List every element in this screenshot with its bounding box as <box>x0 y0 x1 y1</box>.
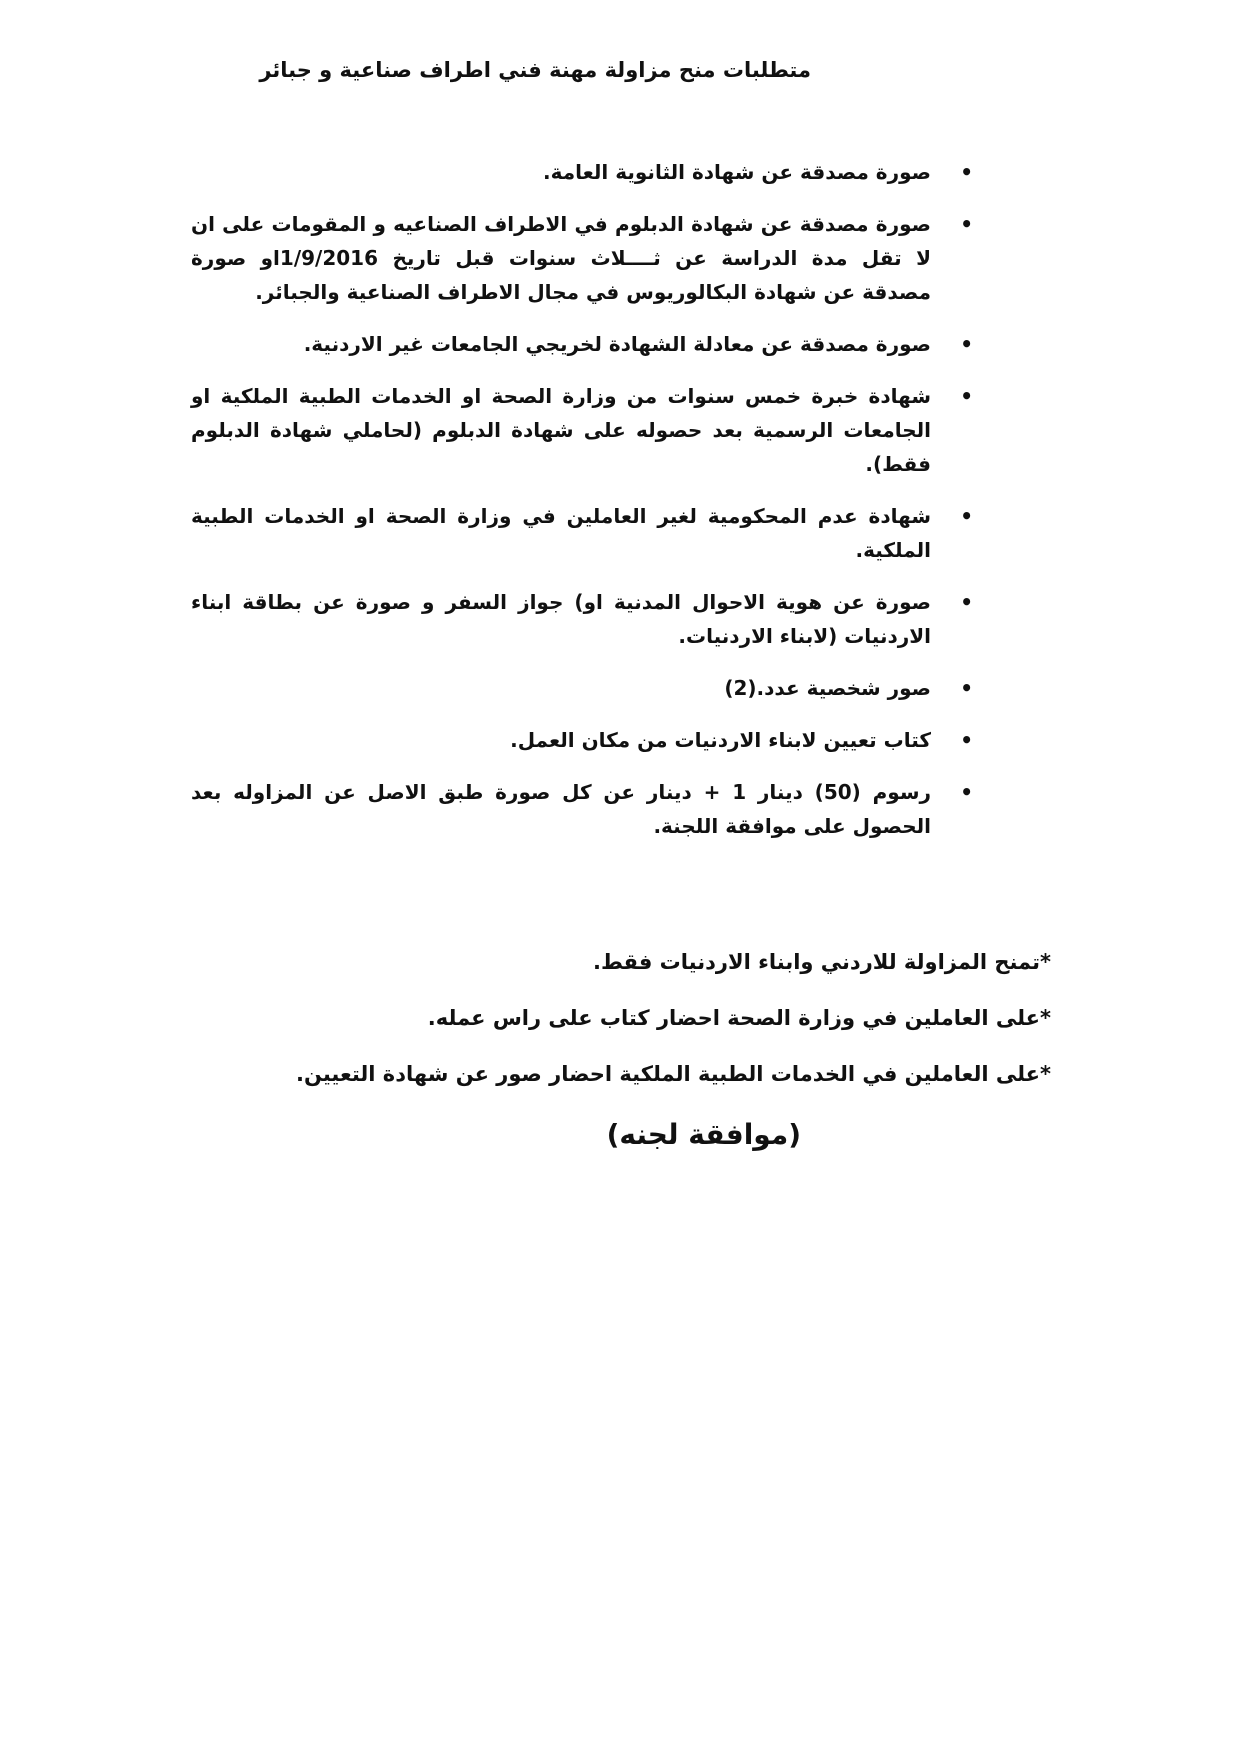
requirement-text: شهادة عدم المحكومية لغير العاملين في وزارة الصحة او الخدمات الطبية الملكية. <box>191 504 931 562</box>
bullet-icon: • <box>960 160 973 184</box>
requirement-item <box>191 723 973 757</box>
requirement-text: رسوم (50) دينار 1 + دينار عن كل صورة طبق الاصل عن المزاوله بعد الحصول على موافقة اللجنة. <box>191 780 931 838</box>
requirement-text: صورة عن هوية الاحوال المدنية او) جواز السفر و صورة عن بطاقة ابناء الاردنيات (لابناء الاردنيات. <box>191 590 931 648</box>
notes-section <box>191 945 1051 1113</box>
bullet-icon: • <box>960 780 973 804</box>
committee-approval-label: (موافقة لجنه) <box>606 1118 801 1151</box>
requirement-item <box>191 671 973 705</box>
bullet-icon: • <box>960 332 973 356</box>
bullet-icon: • <box>960 728 973 752</box>
requirement-item <box>191 775 973 843</box>
requirement-text: صورة مصدقة عن معادلة الشهادة لخريجي الجامعات غير الاردنية. <box>303 332 931 356</box>
requirement-item <box>191 207 973 309</box>
note-text: *على العاملين في الخدمات الطبية الملكية احضار صور عن شهادة التعيين. <box>295 1062 1051 1086</box>
bullet-icon: • <box>960 212 973 236</box>
requirement-item <box>191 499 973 567</box>
bullet-icon: • <box>960 590 973 614</box>
requirement-item <box>191 155 973 189</box>
requirement-text: صورة مصدقة عن شهادة الثانوية العامة. <box>543 160 931 184</box>
bullet-icon: • <box>960 384 973 408</box>
requirement-item <box>191 379 973 481</box>
requirement-text: كتاب تعيين لابناء الاردنيات من مكان العمل. <box>510 728 931 752</box>
bullet-icon: • <box>960 504 973 528</box>
requirements-list <box>191 155 973 861</box>
note-text: *تمنح المزاولة للاردني وابناء الاردنيات فقط. <box>593 950 1051 974</box>
requirement-text: صور شخصية عدد.(2) <box>724 676 931 700</box>
note-text: *على العاملين في وزارة الصحة احضار كتاب على راس عمله. <box>427 1006 1051 1030</box>
requirement-item <box>191 327 973 361</box>
requirement-text: صورة مصدقة عن شهادة الدبلوم في الاطراف الصناعيه و المقومات على ان لا تقل مدة الدراسة عن ثــــلاث سنوات قبل تاريخ 1/9/2016او صورة مصدقة عن شهادة البكالوريوس في مجال الاطراف الصناعية والجبائر. <box>191 212 931 304</box>
requirement-item <box>191 585 973 653</box>
bullet-icon: • <box>960 676 973 700</box>
requirement-text: شهادة خبرة خمس سنوات من وزارة الصحة او الخدمات الطبية الملكية او الجامعات الرسمية بعد حصوله على شهادة الدبلوم (لحاملي شهادة الدبلوم فقط). <box>191 384 931 476</box>
document-title: متطلبات منح مزاولة مهنة فني اطراف صناعية و جبائر <box>259 58 811 82</box>
